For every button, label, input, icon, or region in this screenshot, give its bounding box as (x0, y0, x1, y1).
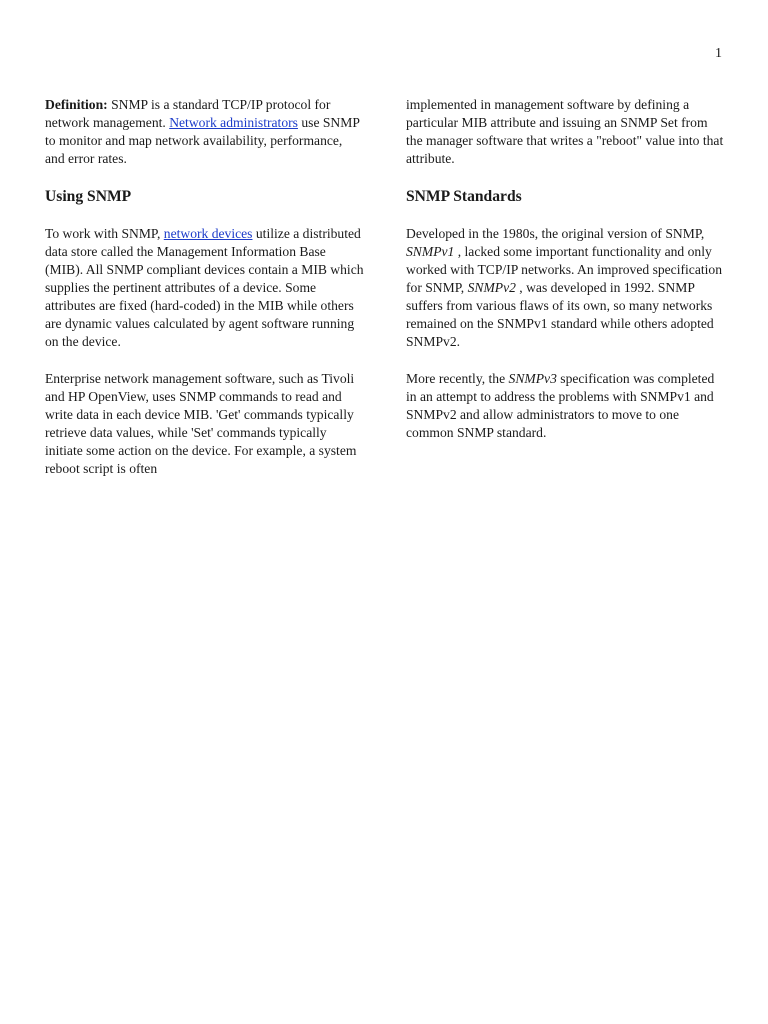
std-p1-b: , lacked some important functionality and only worked with TCP/IP networks. An improved specification for SNMP, (406, 244, 723, 295)
continuation-paragraph: implemented in management software by defining a particular MIB attribute and issuing an SNMP Set from the manager software that writes a "reboot" value into that attribute. (406, 97, 724, 166)
right-column (406, 96, 726, 461)
network-devices-link[interactable]: network devices (163, 226, 253, 241)
definition-text-post: use SNMP to monitor and map network availability, performance, and error rates. (45, 115, 360, 166)
std-p1-a: Developed in the 1980s, the original version of SNMP, (406, 226, 705, 241)
p1-text-pre: To work with SNMP, (45, 226, 164, 241)
std-p2-a: More recently, the (406, 371, 509, 386)
using-snmp-paragraph-2: Enterprise network management software, such as Tivoli and HP OpenView, uses SNMP commands to read and write data in each device MIB. 'Get' commands typically retrieve data values, while 'Set' commands typically initiate some action on the device. For example, a system reboot script is often (45, 371, 357, 476)
snmp-standards-heading: SNMP Standards (406, 188, 522, 205)
std-p1-c: , was developed in 1992. SNMP suffers from various flaws of its own, so many networks remained on the SNMPv1 standard while others adopted SNMPv2. (406, 280, 714, 349)
snmpv2-term: SNMPv2 (467, 280, 516, 295)
using-snmp-heading: Using SNMP (45, 188, 132, 205)
definition-text-pre: SNMP is a standard TCP/IP protocol for network management. (45, 97, 331, 130)
using-snmp-paragraph-1 (45, 225, 365, 351)
left-column (45, 96, 365, 497)
snmp-standards-paragraph-2 (406, 370, 726, 442)
page-number: 1 (715, 46, 722, 61)
snmpv1-term: SNMPv1 (406, 244, 455, 259)
definition-paragraph (45, 96, 365, 168)
network-administrators-link[interactable]: Network administrators (169, 115, 298, 130)
p1-text-post: utilize a distributed data store called the Management Information Base (MIB). All SNMP compliant devices contain a MIB which supplies the pertinent attributes of a device. Some attributes are fixed (hard-coded) in the MIB while others are dynamic values calculated by agent software running on the device. (45, 226, 364, 349)
snmpv3-term: SNMPv3 (508, 371, 557, 386)
std-p2-b: specification was completed in an attempt to address the problems with SNMPv1 and SNMPv2 and allow administrators to move to one common SNMP standard. (406, 371, 715, 440)
snmp-standards-paragraph-1 (406, 225, 726, 351)
definition-label: Definition: (45, 97, 108, 112)
